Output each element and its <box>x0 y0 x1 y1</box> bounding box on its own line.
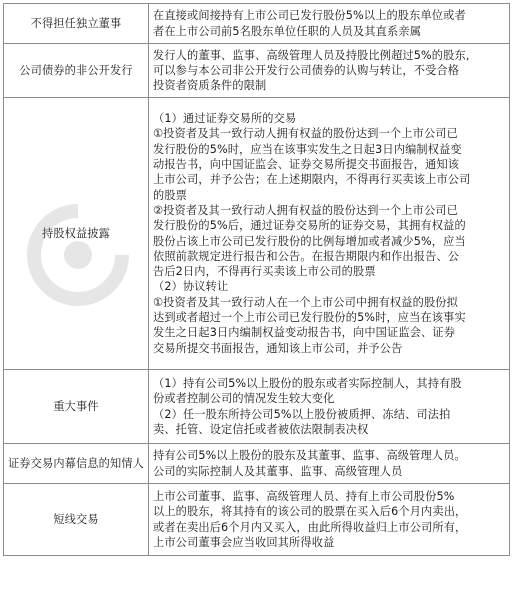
row-term: 持股权益披露 <box>4 98 149 370</box>
description-line: 发行股份的5%后，通过证券交易所的证券交易，其拥有权益的 <box>153 219 466 233</box>
row-term: 公司债券的非公开发行 <box>4 44 149 98</box>
description-line: 卖、托管、设定信托或者被依法限制表决权 <box>153 422 369 436</box>
row-term: 重大事件 <box>4 370 149 444</box>
row-description <box>149 4 510 44</box>
description-line: 持有公司5%以上股份的股东及其董事、监事、高级管理人员。 <box>153 449 466 463</box>
description-line: 上市公司董事会应当收回其所得收益 <box>153 535 335 549</box>
description-line: ①投资者及其一致行动人在一个上市公司中拥有权益的股份拟 <box>153 295 458 309</box>
securities-law-table <box>3 3 510 556</box>
row-term: 不得担任独立董事 <box>4 4 149 44</box>
description-line: （2）协议转让 <box>153 280 229 294</box>
description-line: ①投资者及其一致行动人拥有权益的股份达到一个上市公司已 <box>153 127 458 141</box>
row-description <box>149 44 510 98</box>
row-term: 证券交易内幕信息的知情人 <box>4 444 149 484</box>
row-term: 短线交易 <box>4 484 149 556</box>
description-line: 的股票 <box>153 188 188 202</box>
description-line: 股份占该上市公司已发行股份的比例每增加或者减少5%，应当 <box>153 234 466 248</box>
table-row <box>4 484 510 556</box>
row-description <box>149 98 510 370</box>
description-line: 发行股份的5%时，应当在该事实发生之日起3日内编制权益变 <box>153 142 462 156</box>
table-row <box>4 98 510 370</box>
description-line: 动报告书，向中国证监会、证券交易所提交书面报告，通知该 <box>153 158 460 172</box>
description-line: 发生之日起3日内编制权益变动报告书，向中国证监会、证券 <box>153 326 456 340</box>
description-line: （1）持有公司5%以上股份的股东或者实际控制人，其持有股 <box>153 376 462 390</box>
description-line: 在直接或间接持有上市公司已发行股份5%以上的股东单位或者 <box>153 9 466 23</box>
table-row <box>4 44 510 98</box>
description-line: 上市公司，并予公告；在上述期限内，不得再行买卖该上市公司 <box>153 173 471 187</box>
description-line: 交易所提交书面报告，通知该上市公司，并予公告 <box>153 341 403 355</box>
description-line: 可以参与本公司非公开发行公司债券的认购与转让，不受合格 <box>153 63 460 77</box>
table-row <box>4 444 510 484</box>
row-description <box>149 484 510 556</box>
table-row <box>4 370 510 444</box>
description-line: 以上的股东，将其持有的该公司的股票在买入后6个月内卖出， <box>153 505 467 519</box>
description-line: 发行人的董事、监事、高级管理人员及持股比例超过5%的股东, <box>153 48 470 62</box>
row-description <box>149 444 510 484</box>
description-line: 份或者控制公司的情况发生较大变化 <box>153 392 335 406</box>
description-line: 上市公司董事、监事、高级管理人员、持有上市公司股份5% <box>153 489 455 503</box>
description-line: 投资者资质条件的限制 <box>153 79 267 93</box>
description-line: ②投资者及其一致行动人拥有权益的股份达到一个上市公司已 <box>153 203 458 217</box>
table-row <box>4 4 510 44</box>
description-line: 公司的实际控制人及其董事、监事、高级管理人员 <box>153 464 403 478</box>
description-line: 依照前款规定进行报告和公告。在报告期限内和作出报告、公 <box>153 249 460 263</box>
description-line: 或者在卖出后6个月内又买入，由此所得收益归上市公司所有， <box>153 520 467 534</box>
description-line: 达到或者超过一个上市公司已发行股份的5%时，应当在该事实 <box>153 310 466 324</box>
row-description <box>149 370 510 444</box>
description-line: 告后2日内，不得再行买卖该上市公司的股票 <box>153 265 376 279</box>
description-line: 者在上市公司前5名股东单位任职的人员及其直系亲属 <box>153 24 422 38</box>
description-line: （2）任一股东所持公司5%以上股份被质押、冻结、司法拍 <box>153 407 451 421</box>
description-line: （1）通过证券交易所的交易 <box>153 112 297 126</box>
